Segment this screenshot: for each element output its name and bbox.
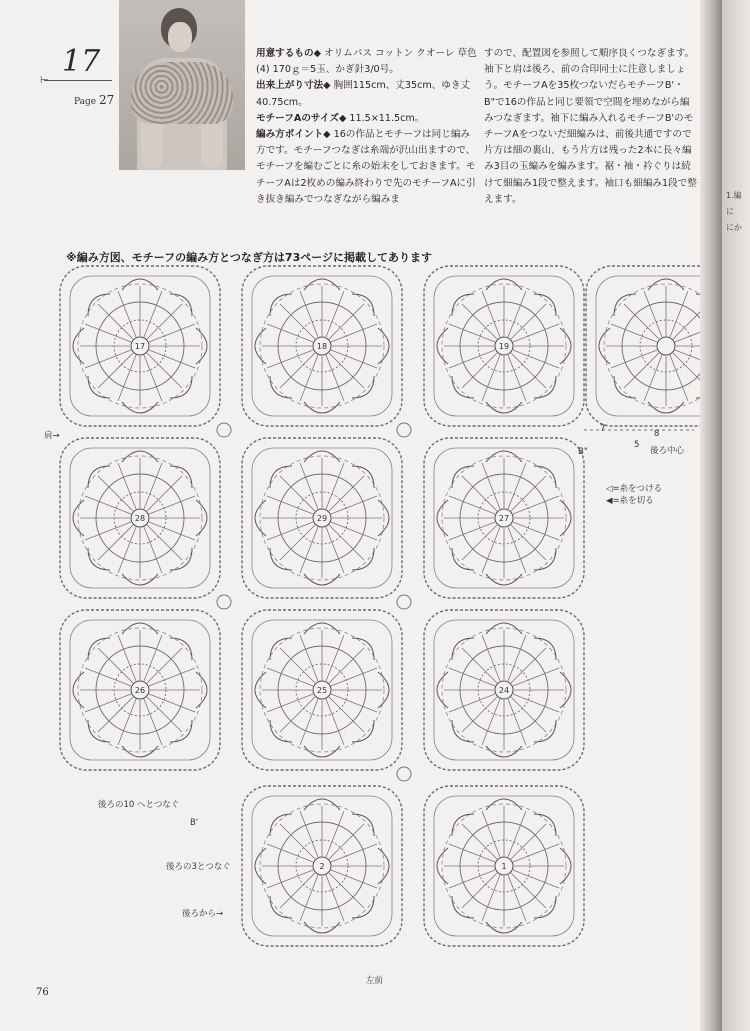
motif-number: 17 [134,342,146,351]
attach-yarn-icon: ◁ [606,484,613,494]
book-spine [700,0,722,1031]
label-num-8: 8 [654,429,660,439]
motif-number: 29 [316,514,328,523]
label-back-center: 後ろ中心 [650,446,685,456]
motif-grid [54,262,704,962]
legend-cut: ◀=糸を切る [606,496,654,506]
instructions-continued: すので、配置図を参照して順序良くつなぎます。袖下と肩は後ろ、前の合印同士に注意しましょう。モチーフAを35枚つないだらモチーフB'・B"で16の作品と同じ要領で空間を埋めながら編みつなぎます。袖下に編み入れるモチーフB'のモチーフAをつないだ細編みは、前後共通ですので片方は細の裏山、もう片方は残った2本に長々編み3目の玉編みを編みます。裾・袖・衿ぐりは続けて細編み1段で整えます。袖口も細編み1段で整えます。 [484,48,697,205]
page-ref-label: Page [74,97,97,107]
label-to-back10: 後ろの10 へとつなぐ [98,800,180,810]
chart-note: ※編み方図、モチーフの編み方とつなぎ方は73ページに掲載してあります [66,251,433,264]
materials-text [256,46,478,208]
model-photo [119,0,245,170]
motif-number: 28 [134,514,146,523]
spec-line: モチーフAのサイズ◆ 11.5×11.5cm。 [256,112,425,124]
label-num-7: 7 [600,424,606,434]
divider [44,80,112,81]
motif-number: 24 [498,686,510,695]
pattern-number: 17 [62,44,101,79]
motif-number: 25 [316,686,328,695]
cut-yarn-icon: ◀ [606,496,613,506]
page-number: 76 [36,987,49,998]
next-page-text: にか [726,223,742,232]
label-b-double: B" [578,447,588,457]
rule-mark: ⊢ [40,75,49,86]
page-ref-number: 27 [98,93,115,107]
motif-number: 2 [319,862,325,871]
spec-line: 用意するもの◆ オリムパス コットン クオーレ 草色(4) 170ｇ＝5玉、かぎ針3/0号。 [256,48,477,76]
label-to-back3: 後ろの3とつなぐ [166,862,231,872]
label-shoulder: 肩→ [44,431,60,441]
label-b-prime: B' [190,818,199,828]
label-left-front: 左前 [366,976,384,986]
crochet-diagram [54,262,704,966]
crochet-motif [586,266,704,426]
next-page-text: に [726,207,734,216]
page-reference [74,93,114,107]
legend-attach: ◁=糸をつける [606,484,663,494]
next-page-edge [722,0,750,1031]
motif-number: 1 [501,862,507,871]
next-page-text: 1.編 [726,191,742,200]
motif-number: 19 [498,342,510,351]
spec-line: 編み方ポイント◆ 16の作品とモチーフは同じ編み方です。モチーフつなぎは糸端が沢山出ますので、モチーフを編むごとに糸の始末をしておきます。モチーフAは2枚めの編み終わりで先のモチーフAに引き抜き編みでつなぎながら編みま [256,129,476,205]
label-num-5: 5 [634,440,640,450]
motif-number: 27 [498,514,510,523]
motif-number: 18 [316,342,328,351]
label-from-back: 後ろから→ [182,909,224,919]
spec-line: 出来上がり寸法◆ 胸囲115cm、丈35cm、ゆき丈40.75cm。 [256,80,471,108]
motif-number: 26 [134,686,146,695]
